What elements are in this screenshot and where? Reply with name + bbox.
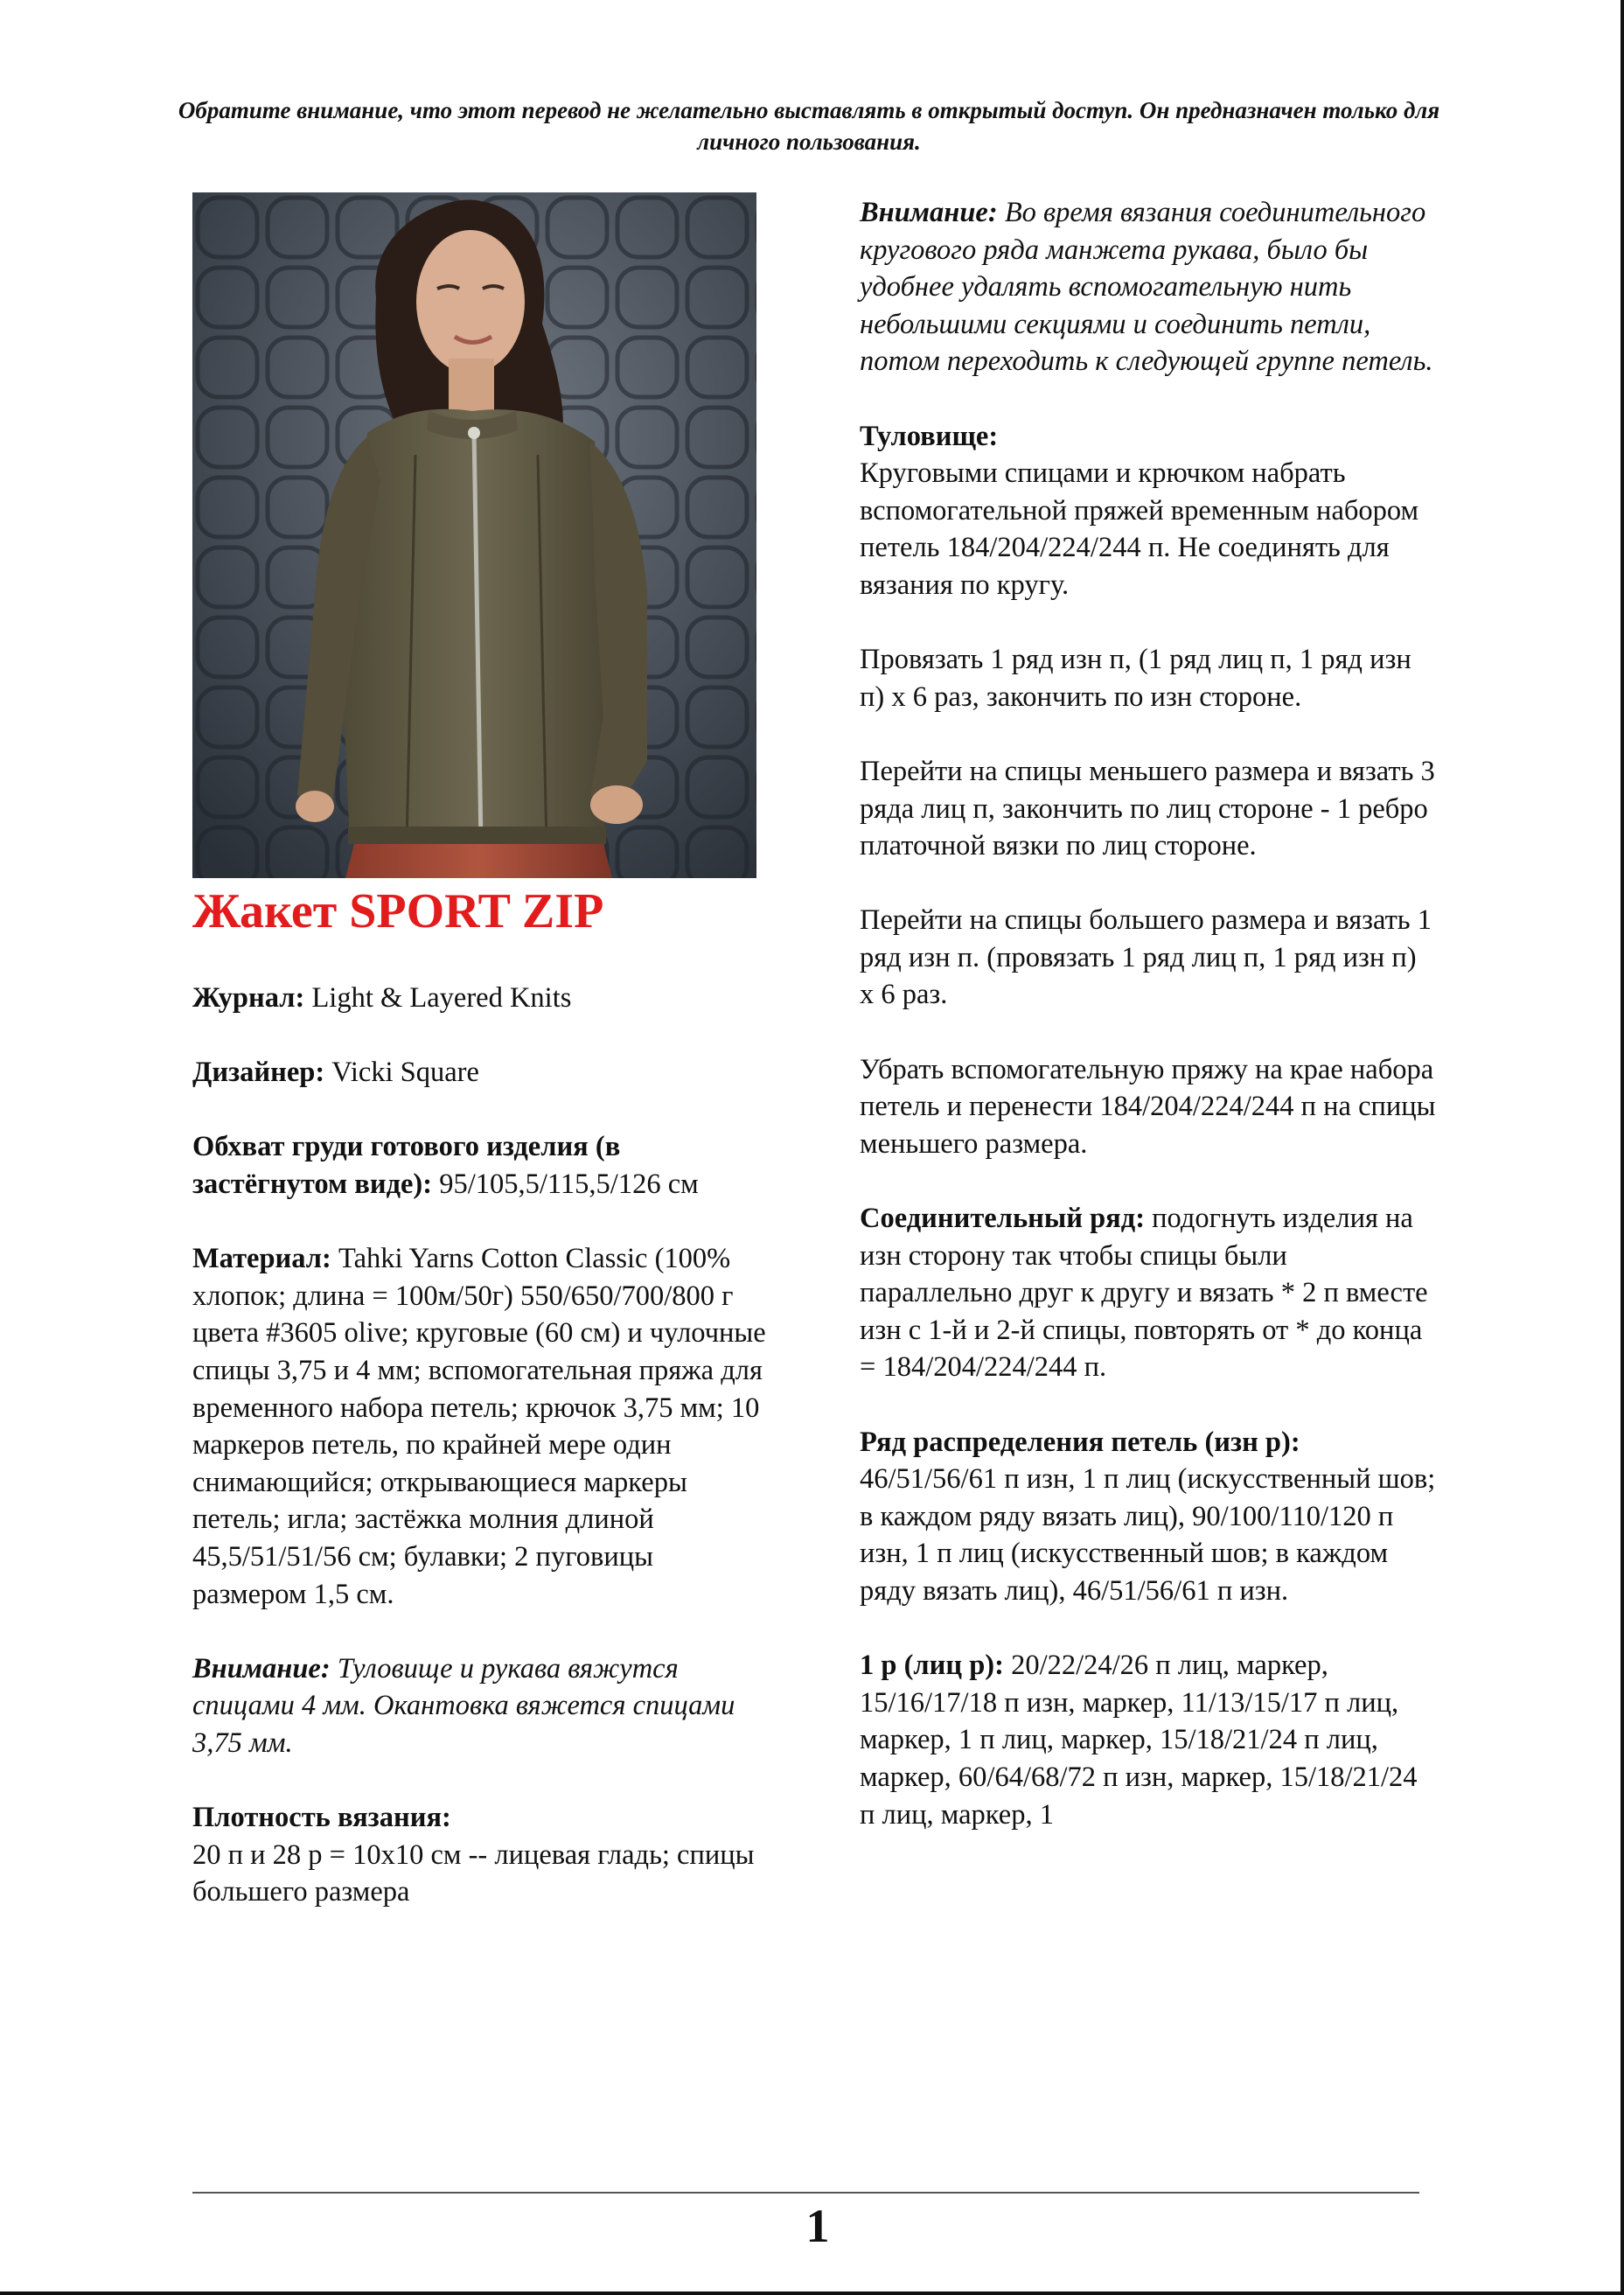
chest-line [192, 1128, 770, 1203]
body-paragraph-4: Перейти на спицы большего размера и вязать 1 ряд изн п. (провязать 1 ряд лиц п, 1 ряд изн п) х 6 раз. [860, 904, 1432, 1011]
designer-line [192, 1054, 770, 1092]
page-edge-right [1621, 0, 1624, 2295]
join-row-value: подогнуть изделия на изн сторону так чтобы спицы были параллельно друг к другу и вязать * 2 п вместе изн с 1-й и 2-й спицы, повторять от * до конца = 184/204/224/244 п. [860, 1203, 1428, 1384]
journal-line [192, 980, 770, 1017]
left-column [192, 980, 770, 1948]
page-edge-bottom [0, 2292, 1624, 2295]
distribution-row-label: Ряд распределения петель (изн р): [860, 1426, 1300, 1458]
woman-in-jacket-icon [192, 192, 756, 878]
cuff-note-label: Внимание: [860, 197, 998, 228]
jacket-photo [192, 192, 756, 878]
note-label: Внимание: [192, 1652, 331, 1685]
body-section [860, 418, 1437, 604]
cuff-note-value: Во время вязания соединительного кругового ряда манжета рукава, было бы удобнее удалять вспомогательную нить небольшими секциями и соединить петли, потом переходить к следующей группе петель. [860, 197, 1433, 378]
join-row-line [860, 1200, 1437, 1386]
body-paragraph-2: Провязать 1 ряд изн п, (1 ряд лиц п, 1 ряд изн п) х 6 раз, закончить по изн стороне. [860, 644, 1411, 713]
material-label: Материал: [192, 1243, 331, 1275]
note-value: Туловище и рукава вяжутся спицами 4 мм. Окантовка вяжется спицами 3,75 мм. [192, 1652, 735, 1759]
gauge-section [192, 1799, 770, 1911]
designer-value: Vicki Square [324, 1057, 479, 1089]
distribution-row-section [860, 1424, 1437, 1610]
row-1-value: 20/22/24/26 п лиц, маркер, 15/16/17/18 п изн, маркер, 11/13/15/17 п лиц, маркер, 1 п лиц, маркер, 15/18/21/24 п лиц, маркер, 60/64/68/72 п изн, маркер, 15/18/21/24 п лиц, маркер, 1 [860, 1650, 1418, 1831]
journal-label: Журнал: [192, 982, 305, 1014]
right-column [860, 194, 1437, 1871]
distribution-row-value: 46/51/56/61 п изн, 1 п лиц (искусственный шов; в каждом ряду вязать лиц), 90/100/110/120 п изн, 1 п лиц (искусственный шов; в каждом ряду вязать лиц), 46/51/56/61 п изн. [860, 1463, 1436, 1607]
join-row-label: Соединительный ряд: [860, 1203, 1146, 1235]
needles-note [192, 1650, 770, 1762]
journal-value: Light & Layered Knits [304, 982, 572, 1014]
chest-value: 95/105,5/115,5/126 см [432, 1168, 699, 1200]
page-number: 1 [805, 2200, 830, 2252]
privacy-notice: Обратите внимание, что этот перевод не желательно выставлять в открытый доступ. Он предназначен только для личного пользования. [178, 97, 1440, 155]
body-paragraph-1: Круговыми спицами и крючком набрать вспомогательной пряжей временным набором петель 184/204/224/244 п. Не соединять для вязания по кругу. [860, 457, 1419, 601]
gauge-label: Плотность вязания: [192, 1802, 451, 1834]
body-heading: Туловище: [860, 420, 999, 452]
material-line [192, 1240, 770, 1613]
designer-label: Дизайнер: [192, 1057, 325, 1089]
material-value: Tahki Yarns Cotton Classic (100% хлопок; длина = 100м/50г) 550/650/700/800 г цвета #3605 olive; круговые (60 см) и чулочные спицы 3,75 и 4 мм; вспомогательная пряжа для временного набора петель; крючок 3,75 мм; 10 маркеров петель, по крайней мере один снимающийся; открывающиеся маркеры петель; игла; застёжка молния длиной 45,5/51/51/56 см; булавки; 2 пуговицы размером 1,5 см. [192, 1243, 766, 1610]
cuff-note [860, 194, 1437, 380]
row-1-line [860, 1647, 1437, 1833]
body-paragraph-5: Убрать вспомогательную пряжу на крае набора петель и перенести 184/204/224/244 п на спицы меньшего размера. [860, 1053, 1436, 1160]
gauge-value: 20 п и 28 р = 10x10 см -- лицевая гладь; спицы большего размера [192, 1838, 755, 1908]
body-paragraph-3: Перейти на спицы меньшего размера и вязать 3 ряда лиц п, закончить по лиц стороне - 1 ребро платочной вязки по лиц стороне. [860, 755, 1435, 862]
row-1-label: 1 р (лиц р): [860, 1650, 1004, 1682]
footer-rule [192, 2192, 1419, 2194]
chest-label: Обхват груди готового изделия (в застёгнутом виде): [192, 1131, 621, 1200]
pattern-title: Жакет SPORT ZIP [192, 884, 604, 938]
